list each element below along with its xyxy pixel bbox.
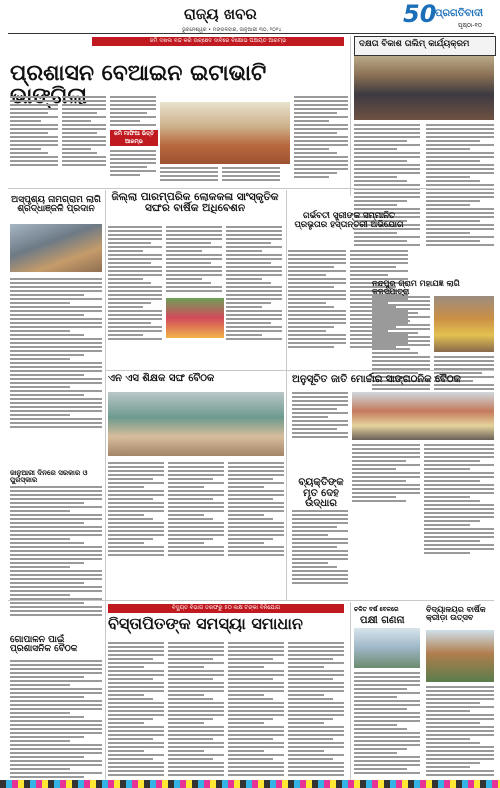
lead-text-col-4 [110, 150, 156, 178]
sports-photo [426, 630, 494, 682]
bottom-kicker-bar [108, 604, 344, 613]
tax-camp-headline: ନନ୍ଦପୁର ଗ୍ରାମ ମହାଯଜ୍ଞ ଲାଗି କଳସଯାତ୍ରା [372, 279, 460, 297]
teachers-headline: ଏନ ଏସ ଶିକ୍ଷକ ସଙ୍ଘ ବୈଠକ [108, 373, 215, 384]
sports-headline: ବିଦ୍ୟାଳୟର ବାର୍ଷିକ କ୍ରୀଡ଼ା ଉତ୍ସବ [426, 605, 486, 623]
section-title: ରାଜ୍ୟ ଖବର [184, 5, 257, 23]
lead-kicker: ଜମି ଦଖଲ ବନ୍ଦ କରି ଉଚ୍ଛେଦ ଦାବିରେ ବିକ୍ଷୋଭ ପଞ୍ଚାୟତ ଆରମ୍ଭ [149, 38, 287, 44]
paper-name: ପ୍ରଗତିବାଦୀ [435, 8, 484, 19]
skill-training-text-col-2 [426, 124, 494, 248]
thief-headline: ବ୍ୟକ୍ତିଙ୍କ ମୃତ ଦେହ ଉଦ୍ଧାର [298, 477, 344, 509]
date-line: ଭୁବନେଶ୍ୱର • ମଙ୍ଗଳବାର, ଜାନୁଆରୀ ୩୦, ୨୦୨୪ [182, 27, 282, 33]
sc-meeting-text-col-3 [424, 444, 494, 556]
cultural-meet-photo [166, 298, 224, 338]
anniversary-logo [403, 2, 498, 32]
teachers-photo [108, 392, 284, 456]
rule-h2 [105, 370, 494, 371]
youth-text [10, 486, 102, 618]
skill-training-photo [354, 56, 494, 120]
pregnant-headline: ଗର୍ଭବତୀ ସ୍ତ୍ରୀଙ୍କ ସମ୍ମାନିତ ପ୍ରଭୃତାର ହସ୍ତାନ୍ତରୀ ଅଭିଯୋଗ [294, 211, 404, 230]
sc-meeting-headline: ଅନୁସୂଚିତ ଜାତି ମୋର୍ଚ୍ଚାର ସାଙ୍ଗଠନିକ ବୈଠକ [292, 374, 461, 385]
hospital-headline: ଅସ୍ପୃଶ୍ୟ ନାମଗ୍ରାମ ଲାଗି ଶ୍ରଦ୍ଧାଞ୍ଜଳି ପ୍ରଦାନ [11, 195, 101, 215]
cultural-meet-text-col-2 [166, 226, 222, 294]
color-registration-bar [0, 780, 500, 788]
sports-text [426, 686, 494, 778]
birds-text [354, 672, 420, 776]
youth-headline: ଜାନୁଆରୀ ଦିନରେ ସରକାର ଓ ପୁରସ୍କାର [10, 469, 88, 485]
teachers-text-col-3 [228, 462, 284, 558]
lead-photo [160, 102, 290, 164]
bottom-text-col-2 [168, 642, 224, 778]
lead-text-col-6 [222, 167, 280, 183]
teachers-text-col-2 [168, 462, 224, 558]
lead-text-col-5 [160, 167, 218, 183]
masthead-rule [8, 33, 494, 34]
rule-v4 [350, 602, 351, 782]
thief-text [292, 510, 348, 586]
rule-h3 [8, 600, 494, 601]
lead-kicker-bar [92, 37, 344, 46]
lead-text-col-7 [294, 96, 348, 180]
skill-training-headline: ଦକ୍ଷତା ବିକାଶ ତାଲିମ୍ କାର୍ଯ୍ୟକ୍ରମ [359, 39, 470, 49]
masthead [0, 0, 500, 36]
teachers-text-col-1 [108, 462, 164, 558]
lead-text-col-3 [110, 96, 156, 128]
hospital-photo [10, 224, 102, 272]
lead-headline: ପ୍ରଶାସନ ବେଆଇନ ଇଟାଭାଟି [10, 61, 267, 86]
gopal-headline: ଗୋପାଳନ ପାଇଁ ପ୍ରଶାସନିକ ବୈଠକ [10, 635, 78, 655]
tax-camp-photo [434, 296, 494, 352]
lead-subhead-box [110, 130, 158, 146]
bottom-headline: ବିସ୍ତାପିତଙ୍କ ସମସ୍ୟା ସମାଧାନ [108, 614, 303, 633]
hospital-text [10, 278, 102, 430]
cultural-meet-text-col-3 [226, 226, 282, 342]
rule-h1 [8, 188, 494, 189]
anniversary-number: 50 [403, 0, 437, 28]
lead-text-col-1 [10, 96, 58, 168]
rule-v3 [350, 36, 351, 196]
bottom-kicker: ବିଦ୍ୟୁତ ବିଭାଗ ତରଫରୁ ୫୦ ଲକ୍ଷ ଟଙ୍କା ବିନିଯୋଗ [171, 605, 281, 611]
lead-text-col-2 [62, 96, 106, 168]
cultural-meet-headline: ଜିଲ୍ଲା ପାରମ୍ପରିକ ଲୋକକଳା ସାଂସ୍କୃତିକ ସଙ୍ଘର ବାର୍ଷିକ ଅଧିବେଶନ [111, 191, 279, 215]
birds-headline: ପକ୍ଷୀ ଗଣନା [360, 615, 405, 626]
page-number: ପୃଷ୍ଠା-୧୦ [458, 22, 482, 29]
pregnant-text-col-1 [288, 250, 346, 350]
sc-meeting-text-col-2 [352, 444, 420, 504]
gopal-text [10, 660, 102, 780]
sc-meeting-text-col-1 [292, 392, 348, 440]
rule-v1 [105, 190, 106, 780]
bottom-text-col-1 [108, 642, 164, 778]
birds-kicker: ଚଳିତ ବର୍ଷ ବେଳରେ [354, 606, 399, 613]
rule-v2 [286, 190, 287, 600]
skill-training-headline-box [354, 36, 496, 56]
bottom-text-col-4 [288, 642, 344, 778]
sc-meeting-photo [352, 392, 494, 440]
birds-photo [354, 628, 420, 668]
lead-subhead: ଜମି ମାଫିଆ ଭିତ୍ତି ଆରମ୍ଭ [114, 131, 154, 145]
cultural-meet-text-col-1 [108, 226, 162, 342]
bottom-text-col-3 [228, 642, 284, 778]
